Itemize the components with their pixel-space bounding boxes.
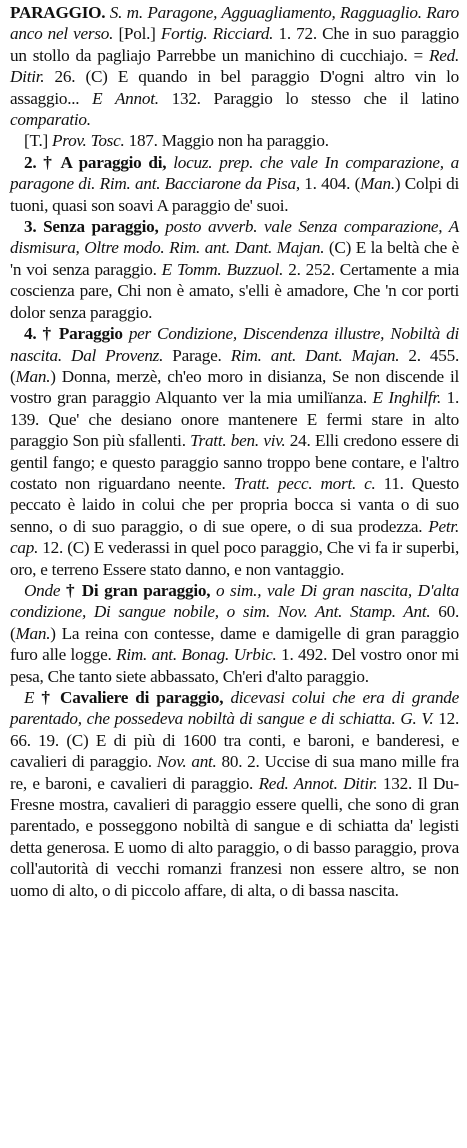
- entry-italic-text: Rim. ant. Dant. Majan.: [230, 345, 400, 365]
- entry-text: 1. 404. (: [299, 174, 361, 194]
- entry-heading: PARAGGIO.: [10, 3, 106, 22]
- entry-italic-text: Fortig. Ricciard.: [160, 24, 274, 44]
- entry-italic-text: Prov. Tosc.: [52, 131, 125, 151]
- entry-italic-text: Red. Annot. Ditir.: [258, 773, 378, 793]
- entry-text: 1. 492. Del vostro onor mi pesa, Che tanto siete abbassato, Ch'eri d'alto paraggio.: [10, 645, 459, 686]
- entry-italic-text: Nov. ant.: [156, 752, 217, 772]
- entry-italic-text: S. m. Paragone, Agguagliamento, Ragguaglio. Raro anco nel verso.: [10, 3, 459, 44]
- entry-text: ) Colpi di tuoni, quasi son soavi A paraggio de' suoi.: [10, 174, 460, 215]
- entry-paragraph-6: [10, 580, 459, 687]
- entry-text: 26. (C) E quando in bel paraggio D'ogni altro vin lo assaggio...: [10, 67, 459, 108]
- entry-text: 11. Questo peccato è laido in colui che per propria bocca si vanta o di suo senno, o di suo paraggio, o di sue opere, o di sua prodezza.: [10, 473, 459, 536]
- entry-italic-text: comparatio.: [10, 110, 91, 130]
- entry-heading: † Di gran paraggio,: [65, 580, 211, 600]
- entry-paragraph-1: [10, 2, 459, 130]
- entry-paragraph-2: [10, 130, 459, 151]
- entry-text: (C) E la beltà che è 'n voi senza paraggio.: [10, 238, 459, 279]
- entry-text: ) Donna, merzè, ch'eo moro in disianza, Se non discende il vostro gran paraggio Alquanto ver la mia umilïanza.: [10, 366, 459, 408]
- entry-italic-text: o sim., vale Di gran nascita, D'alta condizione, Di sangue nobile, o sim. Nov. Ant. Stamp. Ant.: [10, 580, 460, 622]
- entry-paragraph-5: [10, 323, 459, 580]
- entry-text: 2. 455. (: [10, 345, 459, 386]
- entry-heading: 4. † Paraggio: [24, 324, 123, 344]
- dictionary-entry-paraggio: [10, 2, 459, 901]
- entry-italic-text: Rim. ant. Bonag. Urbic.: [116, 645, 277, 665]
- entry-text: ) La reina con contesse, dame e damigelle di gran paraggio furo alle logge.: [10, 623, 459, 665]
- entry-italic-text: Tratt. ben. viv.: [190, 431, 286, 451]
- entry-text: 1. 139. Que' che desiano onore mantenere E fermi stare in alto paraggio Son più sfallenti.: [10, 388, 459, 451]
- entry-text: 2. 252. Certamente a mia coscienza pare, Chi non è amato, s'elli è amadore, Che 'n cor porti dolor senza paraggio.: [10, 259, 459, 322]
- entry-italic-text: dicevasi colui che era di grande parentado, che possedeva nobiltà di sangue e di schiatta. G. V.: [10, 688, 460, 729]
- entry-text: 187. Maggio non ha paraggio.: [124, 131, 329, 151]
- entry-text: [Pol.]: [113, 24, 161, 44]
- entry-paragraph-4: [10, 216, 459, 323]
- entry-text: 60. (: [10, 602, 459, 643]
- entry-text: 12. (C) E vederassi in quel poco paraggio, Che vi fa ir superbi, oro, e terreno Essere stato danno, e non vantaggio.: [10, 538, 459, 579]
- entry-text: 80. 2. Uccise di sua mano mille fra re, e baroni, e cavalieri di paraggio.: [10, 752, 459, 793]
- entry-italic-text: posto avverb. vale Senza comparazione, A dismisura, Oltre modo. Rim. ant. Dant. Majan.: [10, 217, 459, 258]
- entry-italic-text: Red. Ditir.: [10, 45, 459, 87]
- entry-text: 24. Elli credono essere di gentil fango; e questo paraggio sanno troppo bene contare, e l'altro costato non riguardano neente.: [10, 431, 459, 493]
- entry-italic-text: E Inghilfr.: [372, 388, 442, 408]
- entry-paragraph-7: [10, 687, 459, 901]
- entry-heading: 3. Senza paraggio,: [24, 217, 159, 237]
- entry-text: Parage.: [163, 345, 231, 365]
- entry-text: [T.]: [24, 131, 53, 151]
- entry-text: 1. 72. Che in suo paraggio un stollo da pagliajo Parrebbe un manichino di cucchiajo. =: [10, 24, 459, 65]
- entry-italic-text: E Tomm. Buzzuol.: [161, 259, 284, 279]
- entry-heading: † Cavaliere di paraggio,: [41, 688, 224, 707]
- entry-text: 132. Il Du-Fresne mostra, cavalieri di paraggio essere quelli, che sono di gran parentado, e posseggono nobiltà di sangue e di schiatta da' legisti detta generosa. E uomo di alto paraggio, o di basso paraggio, prova coll'autorità di vecchi romanzi franzesi non essere altro, se non uomo di alto, o di piccolo affare, di alta, o di bassa nascita.: [10, 773, 459, 900]
- entry-italic-text: E Annot.: [92, 88, 159, 108]
- entry-italic-text: per Condizione, Discendenza illustre, Nobiltà di nascita. Dal Provenz.: [10, 324, 459, 365]
- entry-italic-text: E: [24, 688, 35, 707]
- entry-text: 132. Paraggio lo stesso che il latino: [158, 88, 459, 108]
- entry-italic-text: Petr. cap.: [10, 516, 459, 558]
- entry-italic-text: locuz. prep. che vale In comparazione, a paragone di. Rim. ant. Bacciarone da Pisa,: [10, 152, 460, 194]
- entry-italic-text: Onde: [24, 580, 61, 600]
- entry-italic-text: Man.: [360, 174, 395, 194]
- entry-paragraph-3: [10, 152, 459, 216]
- entry-heading: 2. † A paraggio di,: [24, 152, 167, 172]
- entry-italic-text: Tratt. pecc. mort. c.: [233, 473, 376, 493]
- entry-italic-text: Man.: [15, 366, 51, 386]
- entry-text: 12. 66. 19. (C) E di più di 1600 tra conti, e baroni, e banderesi, e cavalieri di paraggio.: [10, 709, 459, 772]
- entry-italic-text: Man.: [15, 623, 51, 643]
